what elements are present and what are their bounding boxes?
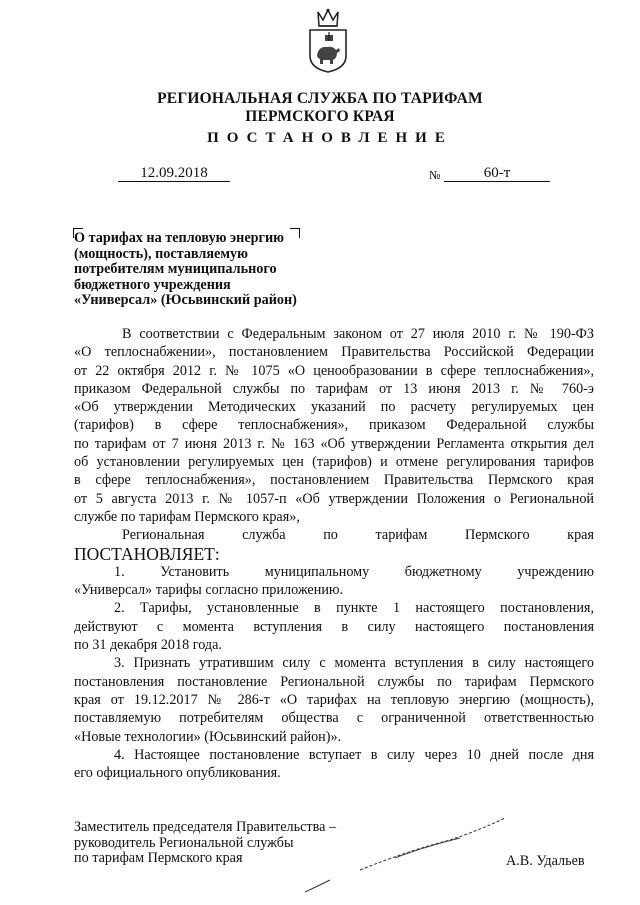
text-line: 1. Установить муниципальному бюджетному учреждению	[114, 563, 594, 580]
text-line: постановления постановление Региональной службы по тарифам Пермского	[74, 673, 594, 690]
item-2	[74, 599, 594, 654]
text-line: В соответствии с Федеральным законом от 27 июля 2010 г. № 190-ФЗ	[122, 326, 594, 342]
text-line: 3. Признать утратившим силу с момента вступления в силу настоящего	[114, 655, 594, 672]
subject-line: О тарифах на тепловую энергию	[74, 230, 284, 246]
item-1	[74, 563, 594, 600]
organization-name: РЕГИОНАЛЬНАЯ СЛУЖБА ПО ТАРИФАМ	[157, 90, 483, 107]
position-line: по тарифам Пермского края	[74, 850, 243, 867]
decree-clause	[74, 526, 594, 563]
text-line: службе по тарифам Пермского края»,	[74, 508, 300, 525]
text-line: «Универсал» тарифы согласно приложению.	[74, 582, 344, 599]
text-line: поставляемую потребителям общества с ограниченной ответственностью	[74, 710, 594, 727]
text-line: от 5 августа 2013 г. № 1057-п «Об утверждении Положения о Региональной	[74, 490, 594, 507]
text-line: края от 19.12.2017 № 286-т «О тарифах на тепловую энергию (мощность),	[74, 691, 594, 708]
text-line: «Новые технологии» (Юсьвинский район)».	[74, 728, 342, 745]
text-line: (тарифов) в сфере теплоснабжения», приказом Федеральной службы	[74, 417, 594, 434]
text-line: 2. Тарифы, установленные в пункте 1 настоящего постановления,	[114, 600, 594, 617]
organization-region: ПЕРМСКОГО КРАЯ	[245, 108, 395, 125]
text-line: приказом Федеральной службы по тарифам от 13 июня 2013 г. № 760-э	[74, 380, 594, 397]
document-date: 12.09.2018	[118, 166, 230, 182]
text-line: от 22 октября 2012 г. № 1075 «О ценообразовании в сфере теплоснабжения»,	[74, 362, 594, 379]
coat-of-arms-icon	[305, 8, 351, 74]
document-number: 60-т	[444, 166, 550, 182]
text-line: «Об утверждении Методических указаний по расчету регулируемых цен	[74, 399, 594, 416]
number-label: №	[429, 168, 441, 182]
document-subject	[74, 231, 344, 309]
text-line: Региональная служба по тарифам Пермского края	[122, 527, 594, 544]
decree-word: ПОСТАНОВЛЯЕТ:	[74, 543, 220, 564]
signatory-position	[74, 820, 336, 867]
document-body	[74, 325, 594, 782]
position-line: Заместитель председателя Правительства –	[74, 819, 337, 835]
subject-line: «Универсал» (Юсьвинский район)	[74, 292, 297, 309]
text-line: 4. Настоящее постановление вступает в силу через 10 дней после дня	[114, 746, 594, 763]
subject-line: потребителям муниципального	[74, 261, 277, 278]
text-line: по тарифам от 7 июня 2013 г. № 163 «Об утверждении Регламента открытия дел	[74, 435, 594, 452]
subject-line: (мощность), поставляемую	[74, 245, 248, 262]
text-line: по 31 декабря 2018 года.	[74, 637, 222, 654]
text-line: в сфере теплоснабжения», постановлением Правительства Пермского края	[74, 472, 594, 489]
position-line: руководитель Региональной службы	[74, 834, 294, 851]
item-3	[74, 654, 594, 745]
text-line: «О теплоснабжении», постановлением Правительства Российской Федерации	[74, 344, 594, 361]
text-line: его официального опубликования.	[74, 765, 281, 782]
subject-line: бюджетного учреждения	[74, 276, 231, 293]
text-line: об установлении регулируемых цен (тарифов) и отмене регулирования тарифов	[74, 454, 594, 471]
preamble-paragraph	[74, 325, 594, 526]
signatory-name: А.В. Удальев	[506, 853, 585, 869]
item-4	[74, 746, 594, 783]
text-line: действуют с момента вступления в силу настоящего постановления	[74, 618, 594, 635]
document-type: ПОСТАНОВЛЕНИЕ	[207, 130, 453, 146]
